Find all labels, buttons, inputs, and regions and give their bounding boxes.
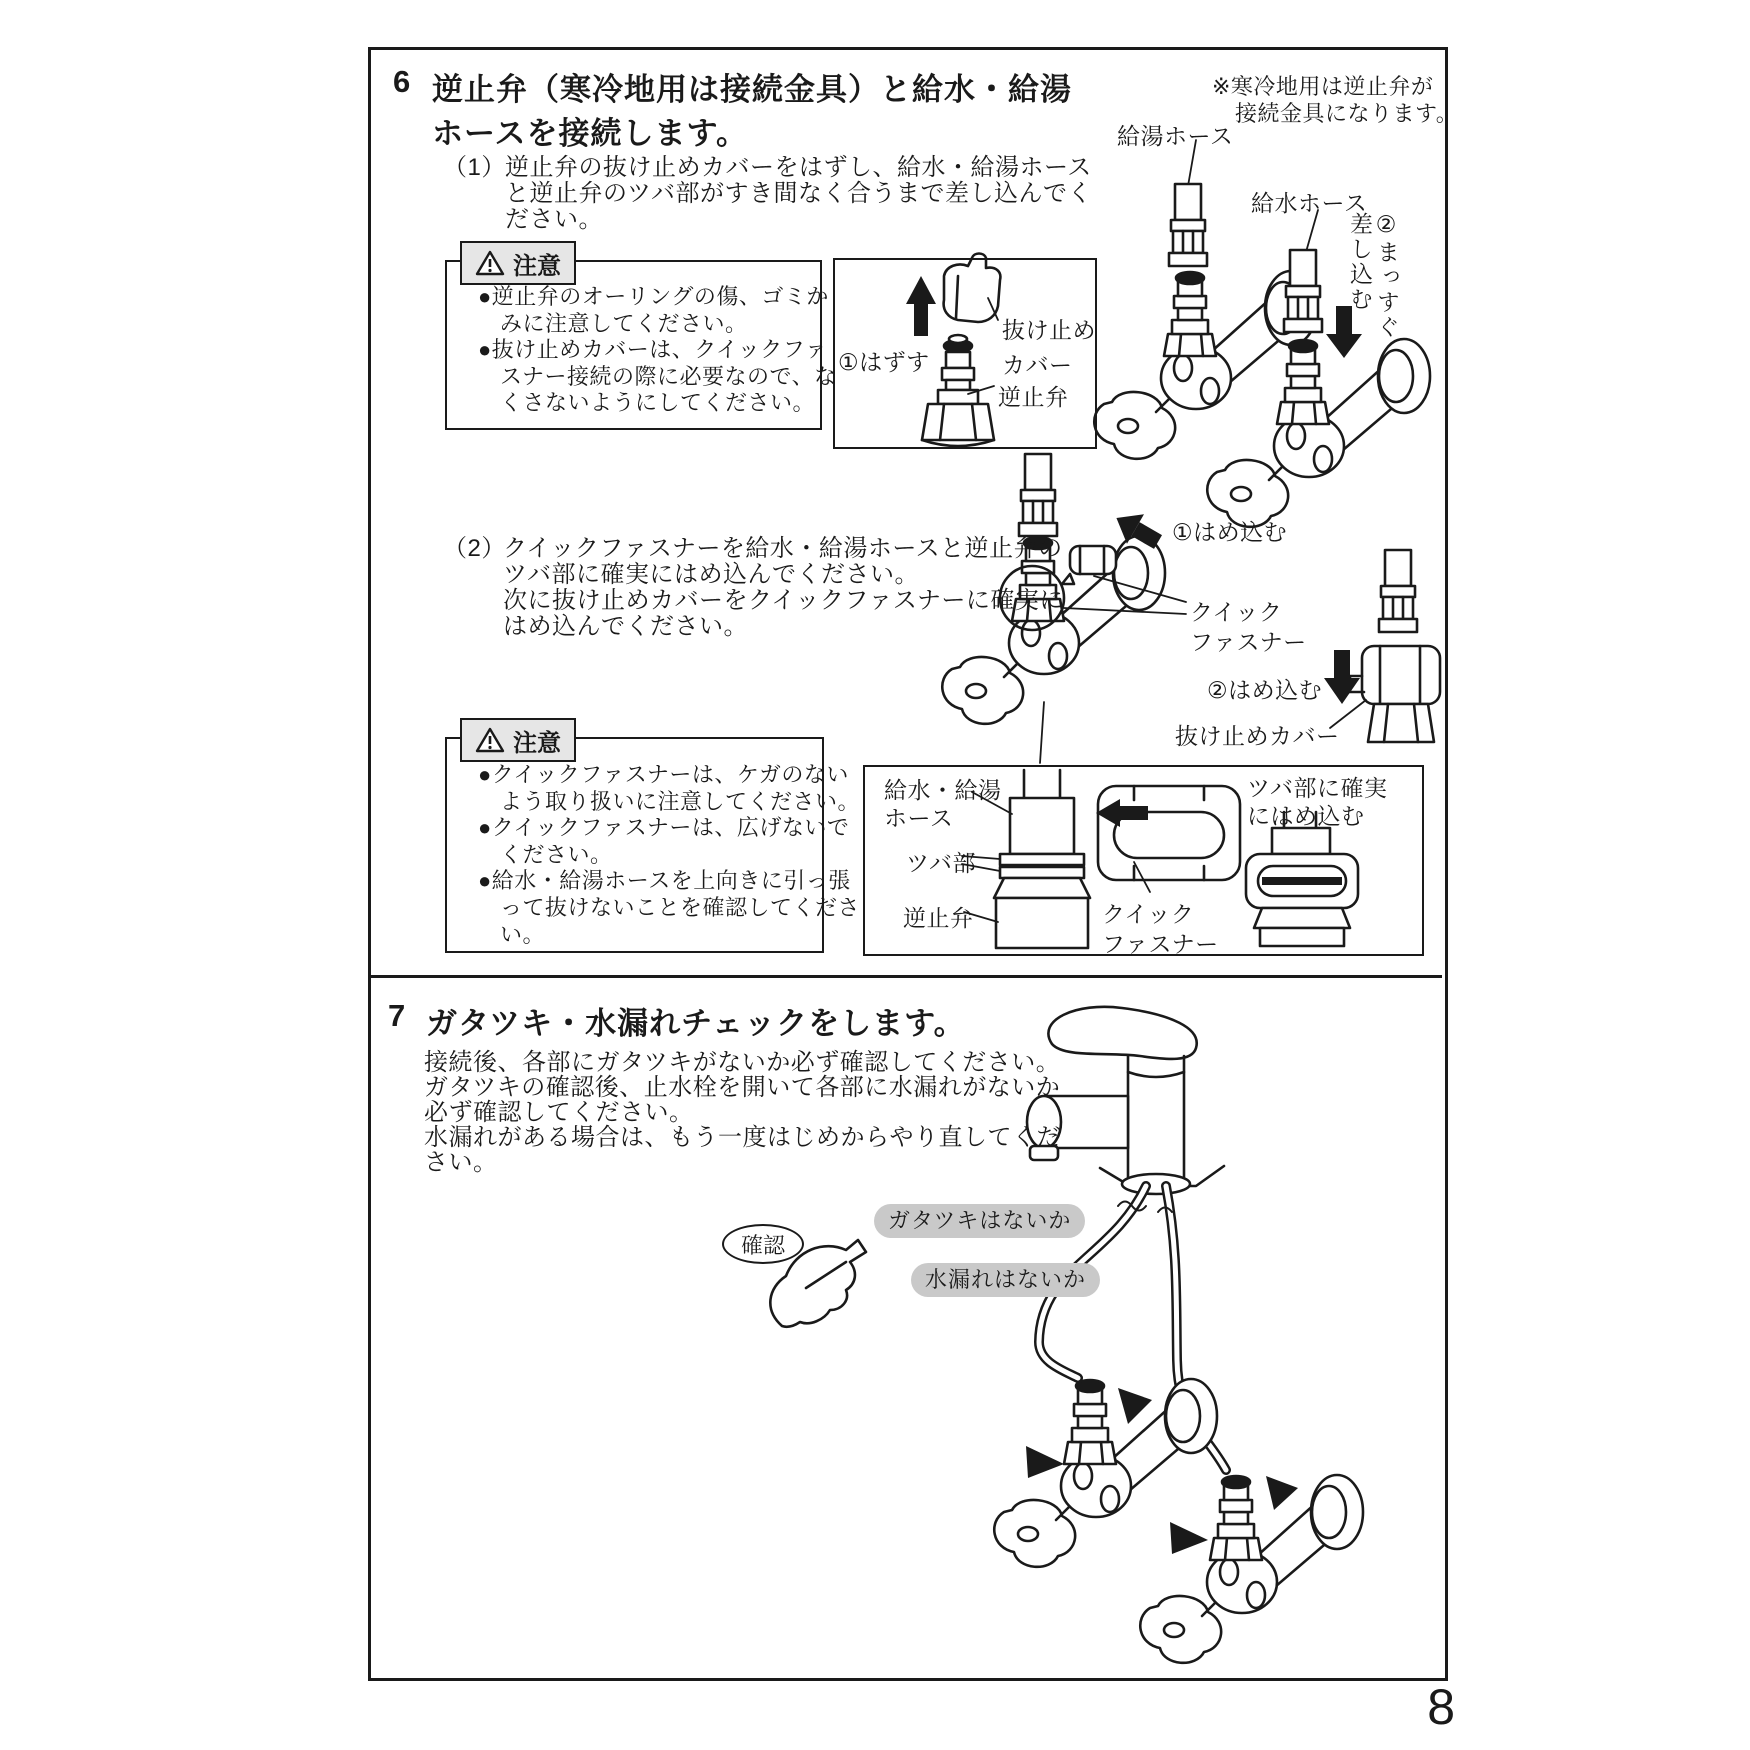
step1-line1: 逆止弁の抜け止めカバーをはずし、給水・給湯ホース (505, 154, 1092, 181)
fasten-action2-label: ②はめ込む (1207, 677, 1323, 703)
cold-region-note-line2: 接続金具になります。 (1235, 101, 1459, 126)
fastener-label-line2: ファスナー (1190, 629, 1307, 655)
step2-number: （2） (443, 535, 506, 562)
detail-fastener-label-line1: クイック (1102, 901, 1195, 927)
caution1-line: ●抜け止めカバーは、クイックファ (478, 337, 828, 363)
callout-rattle: ガタツキはないか (874, 1204, 1085, 1238)
section7-body-line2: ガタツキの確認後、止水栓を開いて各部に水漏れがないか (424, 1074, 1061, 1101)
caution2-line: ●給水・給湯ホースを上向きに引っ張 (478, 868, 851, 894)
detail-valve-label: 逆止弁 (903, 905, 974, 931)
page-number: 8 (1427, 1679, 1456, 1735)
detail-hose-label-line1: 給水・給湯 (884, 777, 1002, 803)
step2-line3: 次に抜け止めカバーをクイックファスナーに確実に (503, 587, 1064, 614)
fasten-action1-label: ①はめ込む (1172, 519, 1288, 545)
cover-clip-shape (1350, 646, 1440, 704)
warning-triangle-icon (475, 726, 505, 754)
cover-label-line2: カバー (1002, 352, 1073, 378)
check-valve-label: 逆止弁 (998, 384, 1069, 410)
section7-body-line5: さい。 (424, 1149, 498, 1176)
step1-number: （1） (443, 154, 506, 181)
caution1-line: ●逆止弁のオーリングの傷、ゴミか (478, 284, 829, 309)
caution2-line: い。 (500, 921, 546, 947)
section7-title: ガタツキ・水漏れチェックをします。 (426, 1006, 966, 1041)
step2-line2: ツバ部に確実にはめ込んでください。 (503, 561, 920, 588)
caution1-line: スナー接続の際に必要なので、な (500, 363, 837, 389)
caution1-line: くさないようにしてください。 (500, 390, 816, 416)
step1-line2: と逆止弁のツバ部がすき間なく合うまで差し込んでく (505, 180, 1093, 207)
hot-hose-label: 給湯ホース (1117, 123, 1234, 149)
step1-line3: ださい。 (505, 206, 603, 233)
section6-title-line1: 逆止弁（寒冷地用は接続金具）と給水・給湯 (432, 72, 1072, 107)
section7-number: 7 (388, 998, 407, 1033)
detail-hose-label-line2: ホース (884, 805, 954, 831)
caution1-line: みに注意してください。 (500, 310, 748, 336)
caution2-text (478, 762, 860, 948)
remove-action-label: ①はずす (838, 349, 930, 375)
section7-body-line4: 水漏れがある場合は、もう一度はじめからやり直してくだ (424, 1124, 1061, 1151)
cold-hose-label: 給水ホース (1251, 190, 1368, 216)
caution2-title: 注意 (513, 729, 561, 757)
insert-straight-label: ②まっすぐ差し込む (1347, 212, 1400, 340)
cold-region-note-line1: ※寒冷地用は逆止弁が (1212, 74, 1434, 99)
detail-fastener-label-line2: ファスナー (1102, 931, 1219, 957)
cover-label-line1: 抜け止め (1002, 317, 1096, 343)
fastener-label-line1: クイック (1190, 599, 1283, 625)
section6-title-line2: ホースを接続します。 (432, 116, 748, 151)
callout-leak: 水漏れはないか (911, 1263, 1100, 1297)
check-badge (722, 1224, 804, 1264)
cover-label2: 抜け止めカバー (1175, 723, 1340, 749)
diagram-cover-art (1324, 550, 1440, 742)
caution2-line: ください。 (500, 841, 613, 867)
check-badge-text: 確認 (740, 1232, 785, 1258)
caution2-label (460, 718, 576, 762)
warning-triangle-icon (475, 249, 505, 277)
section7-body-line3: 必ず確認してください。 (424, 1099, 694, 1126)
caution2-line: よう取り扱いに注意してください。 (500, 788, 861, 814)
collar-label: ツバ部 (906, 850, 977, 876)
detail-note-line1: ツバ部に確実 (1247, 775, 1388, 801)
step2-line1: クイックファスナーを給水・給湯ホースと逆止弁の (503, 535, 1063, 562)
section6-number: 6 (393, 64, 412, 99)
caution1-text (478, 284, 837, 417)
caution1-label (460, 241, 576, 285)
caution2-line: って抜けないことを確認してくださ (500, 894, 861, 920)
detail-note-line2: にはめ込む (1247, 803, 1365, 829)
step2-line4: はめ込んでください。 (503, 613, 748, 640)
diagram-check-art (770, 1007, 1363, 1663)
section7-body-line1: 接続後、各部にガタツキがないか必ず確認してください。 (424, 1049, 1061, 1076)
caution1-title: 注意 (513, 252, 561, 280)
caution2-line: ●クイックファスナーは、広げないで (478, 815, 850, 841)
caution2-line: ●クイックファスナーは、ケガのない (478, 762, 849, 787)
